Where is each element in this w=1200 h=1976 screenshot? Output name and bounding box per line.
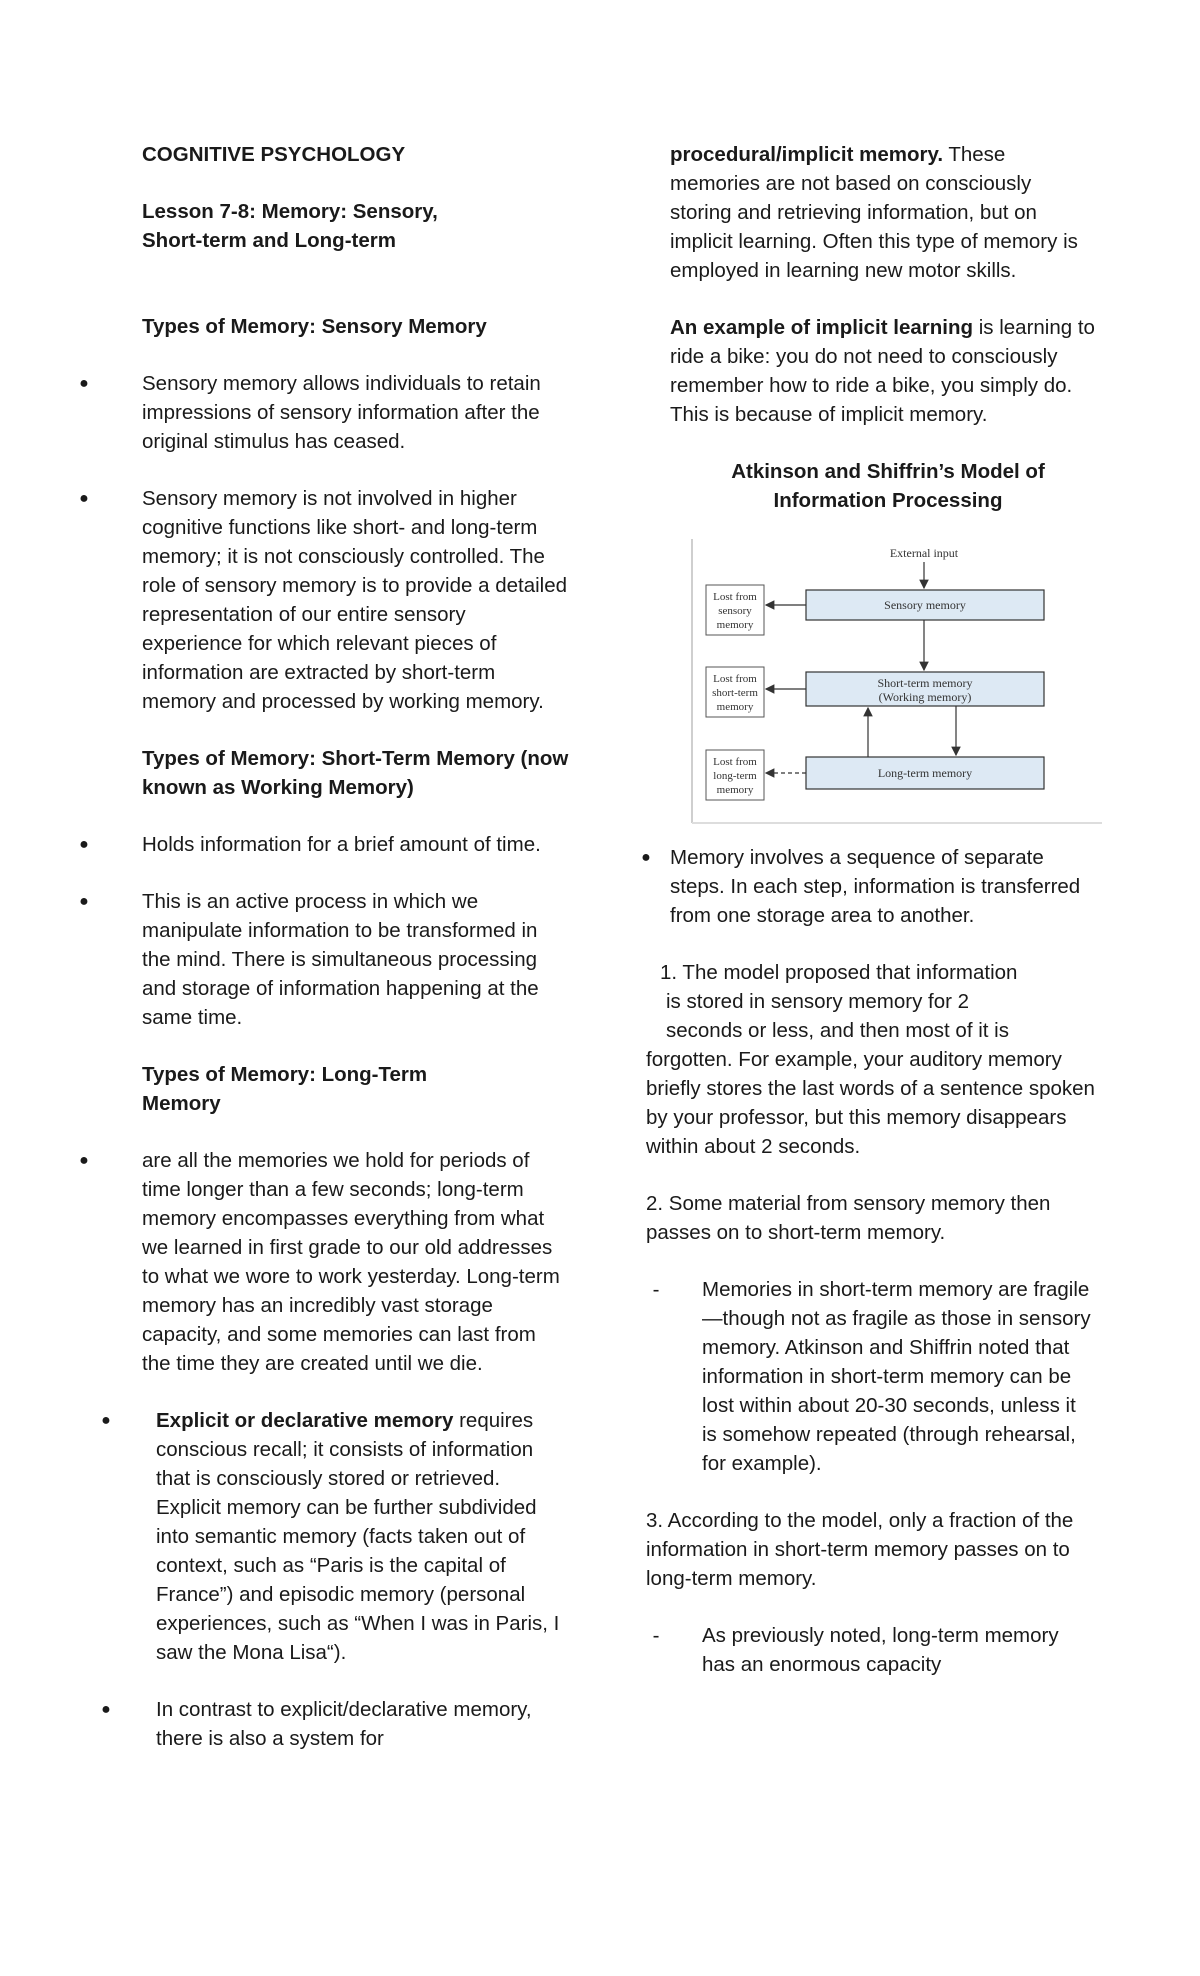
point-2: 2. Some material from sensory memory then passes on to short-term memory.	[646, 1192, 1051, 1244]
sequence-bullet: ● Memory involves a sequence of separate steps. In each step, information is transferred from one storage area to another.	[660, 843, 1096, 930]
procedural-paragraph: procedural/implicit memory. These memories are not based on consciously storing and retrieving information, but on implicit learning. Often this type of memory is employed in learning new motor skills.	[670, 143, 1078, 282]
sensory-memory-label: Sensory memory	[884, 598, 966, 612]
lesson-title: Lesson 7-8: Memory: Sensory, Short-term and Long-term	[142, 200, 438, 252]
external-input-label: External input	[889, 546, 959, 560]
stm-bullet-2: ● This is an active process in which we manipulate information to be transformed in the mind. There is simultaneous processing and storage of information happening at the same time.	[108, 887, 570, 1032]
bullet-icon: ●	[79, 490, 89, 507]
bullet-icon: ●	[79, 893, 89, 910]
lost-ltm-line-1: Lost from	[713, 756, 757, 768]
stm-label-line-2: (Working memory)	[878, 690, 972, 704]
bullet-icon: ●	[79, 1152, 89, 1169]
stm-heading: Types of Memory: Short-Term Memory (now known as Working Memory)	[142, 747, 569, 799]
dash-item-2: - As previously noted, long-term memory has an enormous capacity	[646, 1621, 1096, 1679]
explicit-memory-bullet: ● Explicit or declarative memory requires conscious recall; it consists of information that is consciously stored or retrieved. Explicit memory can be further subdivided into semantic memory (facts taken out of context, such as “Paris is the capital of France”) and episodic memory (personal experiences, such as “When I was in Paris, I saw the Mona Lisa“).	[108, 1406, 570, 1667]
sensory-bullet-2: ● Sensory memory is not involved in higher cognitive functions like short- and long-term memory; it is not consciously controlled. The role of sensory memory is to provide a detailed representation of our entire sensory experience for which relevant pieces of information are extracted by short-term memory and processed by working memory.	[108, 484, 570, 716]
dash-marker: -	[652, 1278, 660, 1301]
bullet-icon: ●	[641, 849, 651, 866]
lost-ltm-line-2: long-term	[713, 770, 757, 782]
bullet-icon: ●	[101, 1412, 111, 1429]
lost-stm-line-1: Lost from	[713, 673, 757, 685]
lost-sensory-line-1: Lost from	[713, 591, 757, 603]
bullet-icon: ●	[101, 1701, 111, 1718]
contrast-bullet: ● In contrast to explicit/declarative memory, there is also a system for	[108, 1695, 570, 1753]
implicit-example-paragraph: An example of implicit learning is learning to ride a bike: you do not need to consciously remember how to ride a bike, you simply do. This is because of implicit memory.	[670, 316, 1095, 426]
ltm-heading: Types of Memory: Long-Term Memory	[142, 1063, 428, 1115]
lost-stm-line-2: short-term	[712, 687, 758, 699]
atkinson-shiffrin-diagram	[688, 533, 1102, 829]
lost-ltm-line-3: memory	[716, 784, 754, 796]
point-1: 1. The model proposed that information is stored in sensory memory for 2 seconds or less, and then most of it is forgotten. For example, your auditory memory briefly stores the last words of a sentence spoken by your professor, but this memory disappears within about 2 seconds.	[646, 961, 1095, 1158]
lost-sensory-line-3: memory	[716, 619, 754, 631]
bullet-icon: ●	[79, 836, 89, 853]
course-title: COGNITIVE PSYCHOLOGY	[142, 143, 406, 166]
point-3: 3. According to the model, only a fraction of the information in short-term memory passes on to long-term memory.	[646, 1509, 1074, 1590]
ltm-diagram-label: Long-term memory	[877, 766, 973, 780]
model-heading: Atkinson and Shiffrin’s Model of Information Processing	[731, 460, 1045, 512]
sensory-bullet-1: ● Sensory memory allows individuals to retain impressions of sensory information after the original stimulus has ceased.	[108, 369, 570, 456]
stm-label-line-1: Short-term memory	[877, 676, 973, 690]
lost-stm-line-3: memory	[716, 701, 754, 713]
dash-item-1: - Memories in short-term memory are fragile—though not as fragile as those in sensory memory. Atkinson and Shiffrin noted that information in short-term memory can be lost within about 20-30 seconds, unless it is somehow repeated (through rehearsal, for example).	[646, 1275, 1096, 1478]
stm-bullet-1: ● Holds information for a brief amount of time.	[108, 830, 570, 859]
left-column	[79, 140, 570, 1753]
right-column	[641, 140, 1096, 1679]
dash-marker: -	[652, 1624, 660, 1647]
sensory-heading: Types of Memory: Sensory Memory	[142, 315, 487, 338]
ltm-bullet: ● are all the memories we hold for periods of time longer than a few seconds; long-term memory encompasses everything from what we learned in first grade to our old addresses to what we wore to work yesterday. Long-term memory has an incredibly vast storage capacity, and some memories can last from the time they are created until we die.	[108, 1146, 570, 1378]
lost-sensory-line-2: sensory	[718, 605, 752, 617]
bullet-icon: ●	[79, 375, 89, 392]
